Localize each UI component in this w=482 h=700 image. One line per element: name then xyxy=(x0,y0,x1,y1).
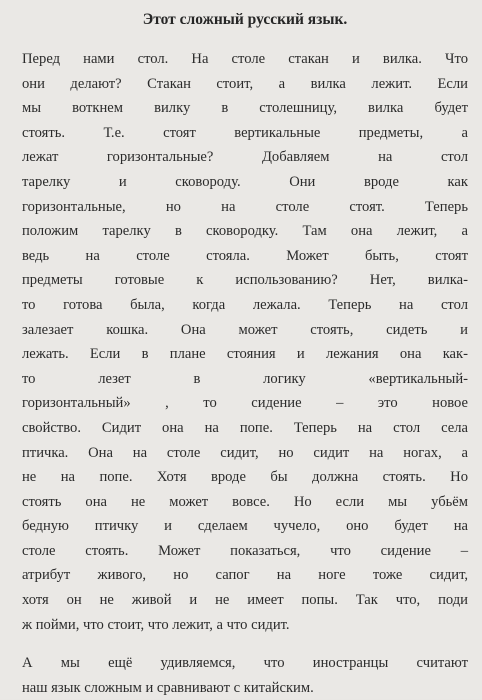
text-line: то готова была, когда лежала. Теперь на стол xyxy=(22,296,468,313)
text-line: то лезет в логику «вертикальный- xyxy=(22,370,468,387)
text-line: мы воткнем вилку в столешницу, вилка будет xyxy=(22,100,468,117)
text-line: А мы ещё удивляемся, что иностранцы считают xyxy=(22,655,468,672)
text-line: стоять. Т.е. стоят вертикальные предметы, а xyxy=(22,124,468,141)
text-line: ж пойми, что стоит, что лежит, а что сидит. xyxy=(22,616,290,633)
text-line: Перед нами стол. На столе стакан и вилка. Что xyxy=(22,51,468,67)
text-line: столе стоять. Может показаться, что сидение – xyxy=(22,542,468,559)
text-line: стоять она не может вовсе. Но если мы убьём xyxy=(22,493,468,510)
document-title: Этот сложный русский язык. xyxy=(142,11,348,28)
text-line: горизонтальный» , то сидение – это новое xyxy=(22,395,468,412)
text-line: хотя он не живой и не имеет попы. Так что, поди xyxy=(22,592,468,609)
text-line: лежат горизонтальные? Добавляем на стол xyxy=(22,149,468,166)
text-line: атрибут живого, но сапог на ноге тоже сидит, xyxy=(22,567,468,584)
text-line: тарелку и сковороду. Они вроде как xyxy=(22,173,468,190)
text-line: ведь на столе стояла. Может быть, стоят xyxy=(22,247,468,264)
paragraph-gap xyxy=(22,637,468,651)
text-line: они делают? Стакан стоит, а вилка лежит. Если xyxy=(22,75,468,92)
text-line: положим тарелку в сковородку. Там она лежит, а xyxy=(22,223,468,240)
text-line: бедную птичку и сделаем чучело, оно будет на xyxy=(22,518,468,535)
text-line: предметы готовые к использованию? Нет, вилка- xyxy=(22,272,468,289)
paragraph-2 xyxy=(22,651,468,700)
document-body xyxy=(22,47,468,700)
text-line: свойство. Сидит она на попе. Теперь на стол села xyxy=(22,419,468,436)
text-line: лежать. Если в плане стояния и лежания она как- xyxy=(22,346,468,363)
text-line: не на попе. Хотя вроде бы должна стоять. Но xyxy=(22,469,468,486)
text-line: залезает кошка. Она может стоять, сидеть и xyxy=(22,321,468,338)
text-line: горизонтальные, но на столе стоят. Теперь xyxy=(22,198,468,215)
text-line: наш язык сложным и сравнивают с китайским. xyxy=(22,679,314,696)
paragraph-1 xyxy=(22,47,468,637)
text-line: птичка. Она на столе сидит, но сидит на ногах, а xyxy=(22,444,468,461)
